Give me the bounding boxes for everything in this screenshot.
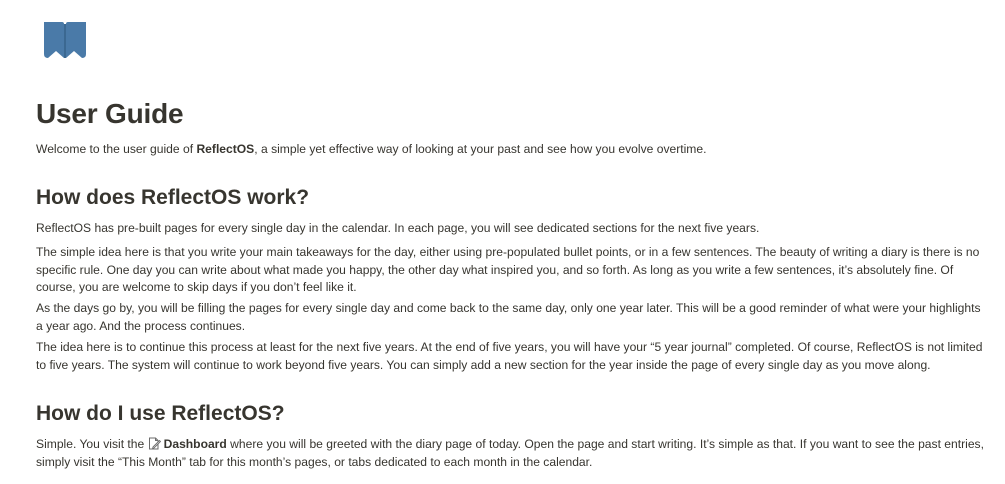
paragraph-how-it-works-1: ReflectOS has pre-built pages for every single day in the calendar. In each page, you will see dedicated sections for the next five years. — [36, 221, 760, 235]
page-title: User Guide — [36, 98, 184, 129]
intro-text-end: , a simple yet effective way of looking at your past and see how you evolve overtime. — [254, 142, 707, 156]
document-pencil-icon — [148, 437, 161, 450]
intro-text-start: Welcome to the user guide of — [36, 142, 197, 156]
dashboard-link-label[interactable]: Dashboard — [163, 437, 227, 451]
paragraph-how-it-works-3: As the days go by, you will be filling the pages for every single day and come back to the same day, only one year later. This will be a good reminder of what were your highlights a year ago. And the process continues. — [36, 301, 981, 333]
intro-paragraph — [36, 141, 984, 159]
open-book-icon — [42, 20, 88, 60]
usage-text-start: Simple. You visit the — [36, 437, 148, 451]
intro-product-name: ReflectOS — [196, 142, 255, 156]
dashboard-link[interactable] — [148, 437, 227, 451]
paragraph-how-it-works-2: The simple idea here is that you write your main takeaways for the day, either using pre-populated bullet points, or in a few sentences. The beauty of writing a diary is there is no specific rule. One day you can write about what made you happy, the other day what inspired you, and so forth. As long as you write a few sentences, it’s absolutely fine. Of course, you are welcome to skip days if you don’t feel like it. — [36, 245, 980, 294]
section-heading-how-to-use: How do I use ReflectOS? — [36, 402, 285, 425]
paragraph-how-to-use — [36, 436, 984, 471]
section-heading-how-it-works: How does ReflectOS work? — [36, 186, 310, 209]
paragraph-how-it-works-4: The idea here is to continue this process at least for the next five years. At the end of five years, you will have your “5 year journal” completed. Of course, ReflectOS is not limited to five years. The system will continue to work beyond five years. You can simply add a new section for the year inside the page of every single day as you move along. — [36, 340, 983, 372]
usage-text-end: where you will be greeted with the diary page of today. Open the page and start writing. It’s simple as that. If you want to see the past entries, simply visit the “This Month” tab for this month’s pages, or tabs dedicated to each month in the calendar. — [36, 437, 984, 469]
